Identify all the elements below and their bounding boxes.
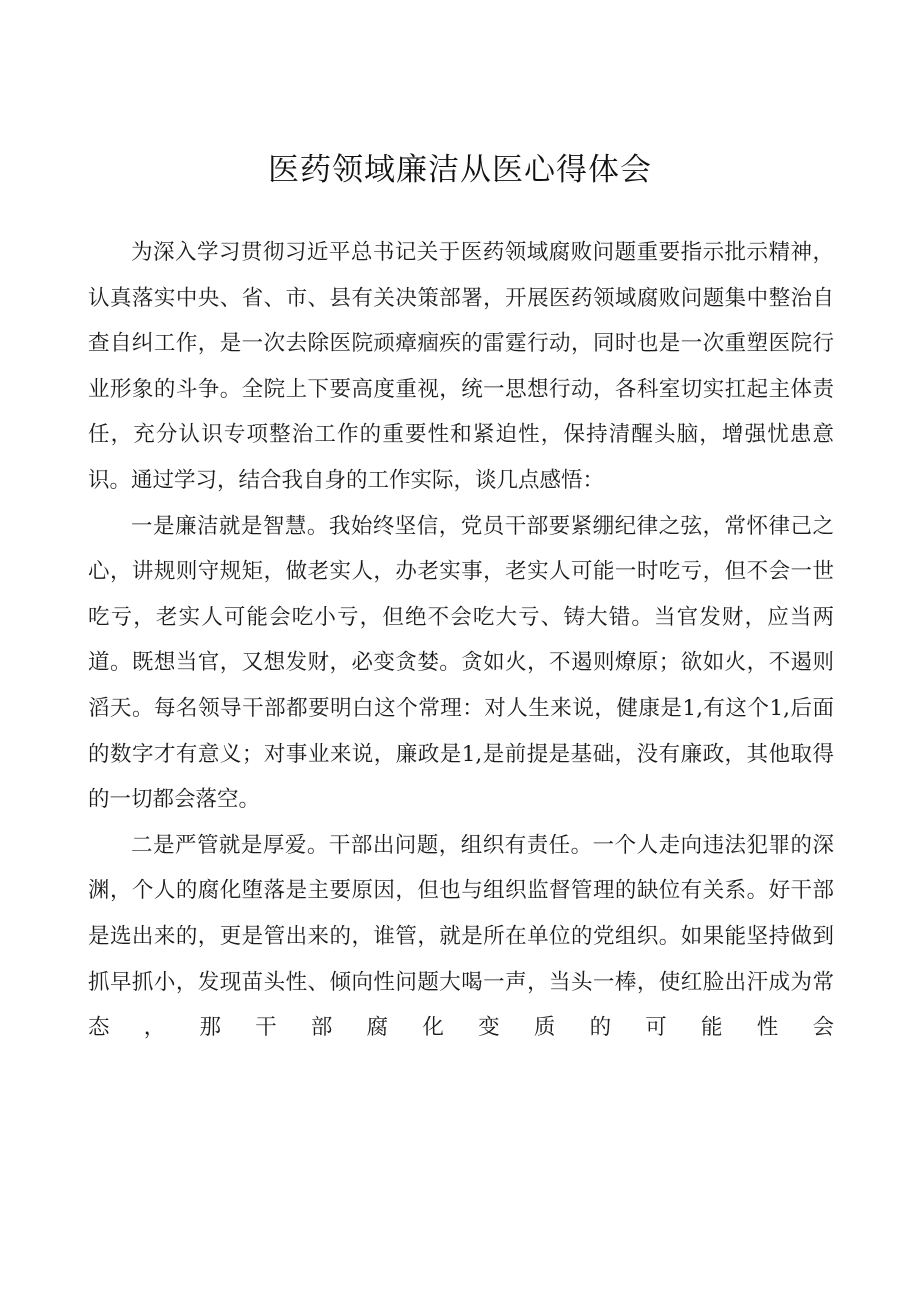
document-body [88, 230, 834, 1051]
document-title: 医药领域廉洁从医心得体会 [268, 152, 652, 188]
paragraph-point-two: 二是严管就是厚爱。干部出问题，组织有责任。一个人走向违法犯罪的深渊，个人的腐化堕落是主要原因，但也与组织监督管理的缺位有关系。好干部是选出来的，更是管出来的，谁管，就是所在单位的党组织。如果能坚持做到抓早抓小，发现苗头性、倾向性问题大喝一声，当头一棒，使红脸出汗成为常态，那干部腐化变质的可能性会 [88, 832, 834, 1041]
paragraph-intro: 为深入学习贯彻习近平总书记关于医药领域腐败问题重要指示批示精神，认真落实中央、省、市、县有关决策部署，开展医药领域腐败问题集中整治自查自纠工作，是一次去除医院顽瘴痼疾的雷霆行动，同时也是一次重塑医院行业形象的斗争。全院上下要高度重视，统一思想行动，各科室切实扛起主体责任，充分认识专项整治工作的重要性和紧迫性，保持清醒头脑，增强忧患意识。通过学习，结合我自身的工作实际，谈几点感悟： [88, 240, 834, 493]
paragraph-point-one: 一是廉洁就是智慧。我始终坚信，党员干部要紧绷纪律之弦，常怀律己之心，讲规则守规矩，做老实人，办老实事，老实人可能一时吃亏，但不会一世吃亏，老实人可能会吃小亏，但绝不会吃大亏、铸大错。当官发财，应当两道。既想当官，又想发财，必变贪婪。贪如火，不遏则燎原；欲如火，不遏则滔天。每名领导干部都要明白这个常理：对人生来说，健康是1,有这个1,后面的数字才有意义；对事业来说，廉政是1,是前提是基础，没有廉政，其他取得的一切都会落空。 [88, 513, 834, 813]
